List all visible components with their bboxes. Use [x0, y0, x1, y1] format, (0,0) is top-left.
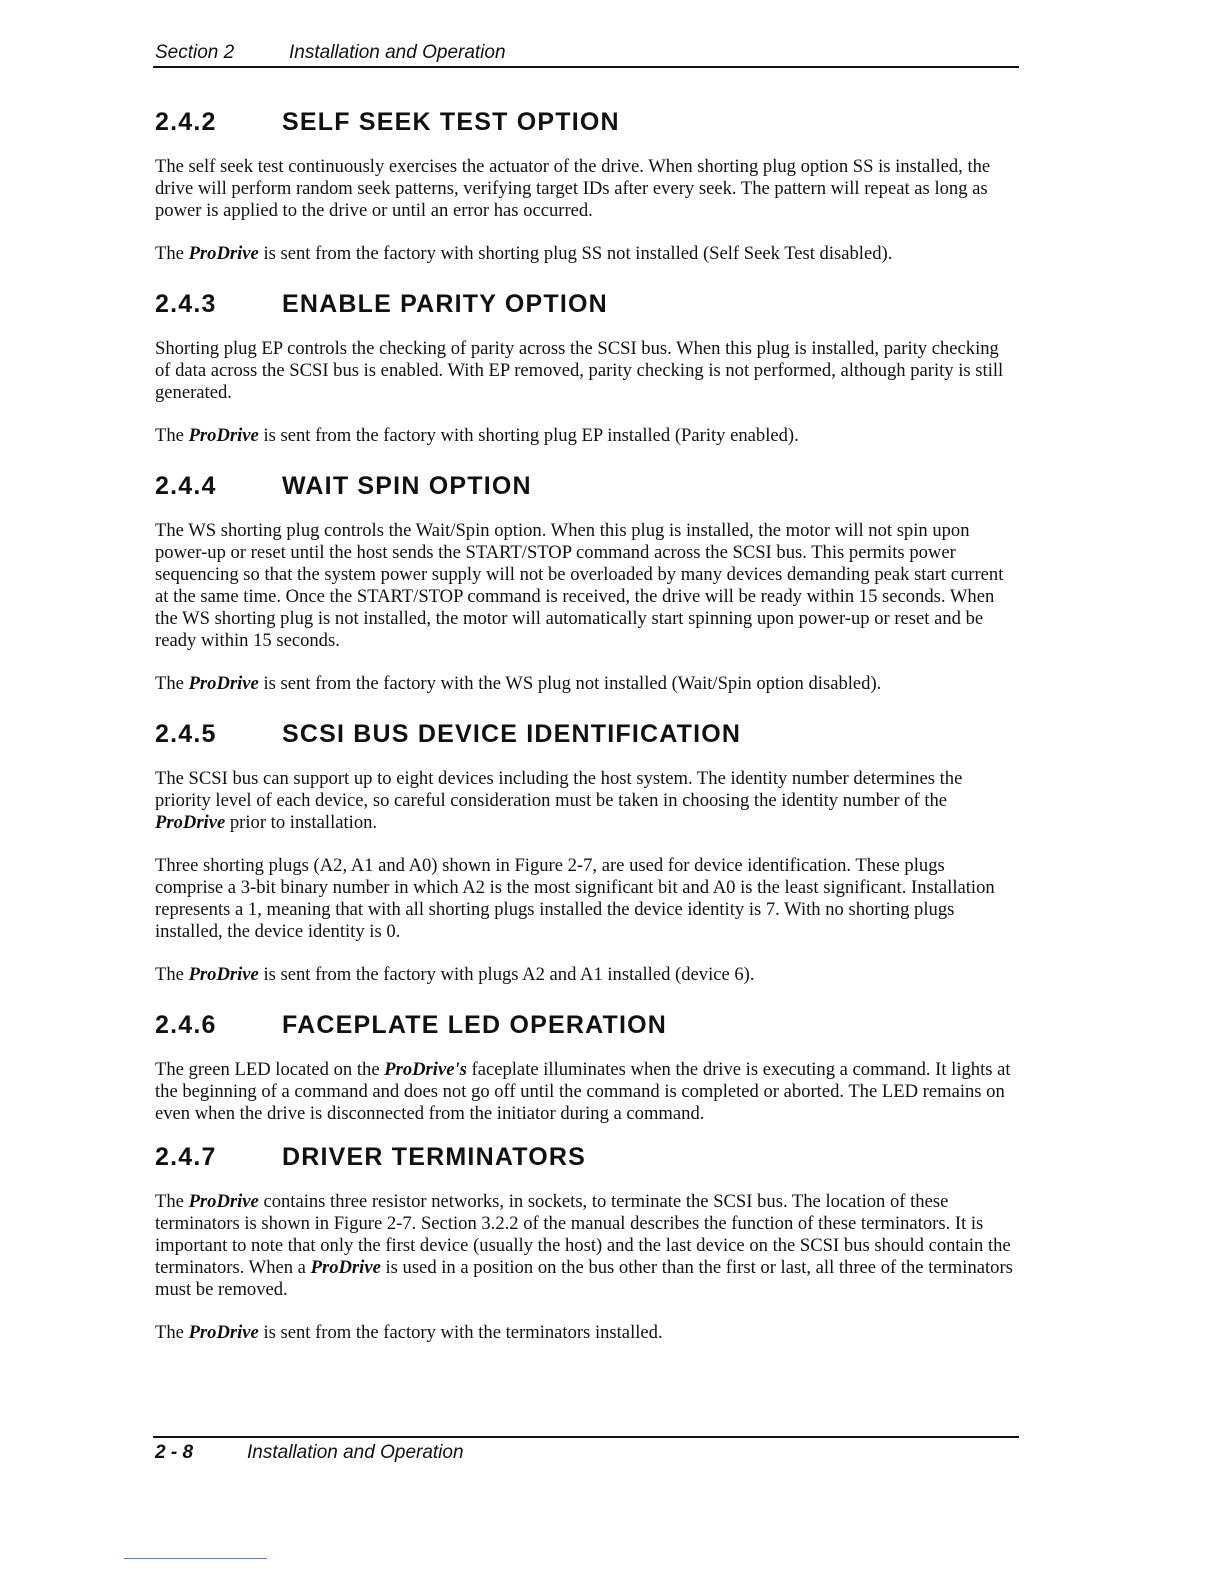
paragraph — [155, 243, 1015, 265]
paragraph: Shorting plug EP controls the checking of parity across the SCSI bus. When this plug is installed, parity checking of data across the SCSI bus is enabled. With EP removed, parity checking is not performed, although parity is still generated. — [155, 338, 1004, 403]
text-run: The green LED located on the — [155, 1059, 385, 1080]
text-run: prior to installation. — [225, 812, 378, 833]
text-run: The — [155, 425, 189, 446]
section-number: 2.4.7 — [155, 1143, 217, 1171]
section-number: 2.4.3 — [155, 290, 217, 318]
brand-name: ProDrive — [188, 1191, 259, 1212]
text-run: The — [155, 1191, 189, 1212]
page-header — [153, 40, 1019, 68]
header-title: Installation and Operation — [289, 42, 506, 63]
brand-name: ProDrive — [188, 964, 259, 985]
brand-name: ProDrive — [310, 1257, 381, 1278]
text-run: The SCSI bus can support up to eight devices including the host system. The identity number determines the priority level of each device, so careful consideration must be taken in choosing the identity number of the — [155, 768, 963, 811]
section-title: WAIT SPIN OPTION — [282, 472, 532, 500]
paragraph — [155, 768, 1015, 834]
page-footer — [153, 1436, 1019, 1463]
paragraph — [155, 425, 1015, 447]
section-2-4-5 — [155, 716, 1015, 986]
section-title: SCSI BUS DEVICE IDENTIFICATION — [282, 720, 742, 748]
text-run: faceplate illuminates when the drive is executing a command. It lights at the beginning of a command and does not go off until the command is completed or aborted. The LED remains on even when the drive is disconnected from the initiator during a command. — [155, 1059, 1011, 1124]
section-heading — [155, 1007, 1015, 1043]
scan-artifact-line — [124, 1558, 267, 1559]
footer-title: Installation and Operation — [247, 1442, 464, 1463]
brand-name: ProDrive — [188, 425, 259, 446]
page-number: 2 - 8 — [155, 1442, 194, 1463]
section-title: SELF SEEK TEST OPTION — [282, 108, 620, 136]
paragraph: The WS shorting plug controls the Wait/Spin option. When this plug is installed, the motor will not spin upon power-up or reset until the host sends the START/STOP command across the SCSI bus. This permits power sequencing so that the system power supply will not be overloaded by many devices demanding peak start current at the same time. Once the START/STOP command is received, the drive will be ready within 15 seconds. When the WS shorting plug is not installed, the motor will automatically start spinning upon power-up or reset and be ready within 15 seconds. — [155, 520, 1004, 651]
brand-name: ProDrive's — [384, 1059, 467, 1080]
text-run: is sent from the factory with shorting plug EP installed (Parity enabled). — [258, 425, 799, 446]
section-number: 2.4.2 — [155, 108, 217, 136]
brand-name: ProDrive — [188, 1322, 259, 1343]
section-2-4-6 — [155, 1007, 1015, 1125]
paragraph — [155, 1059, 1015, 1125]
section-2-4-7 — [155, 1139, 1015, 1344]
paragraph: Three shorting plugs (A2, A1 and A0) shown in Figure 2-7, are used for device identification. These plugs comprise a 3-bit binary number in which A2 is the most significant bit and A0 is the least significant. Installation represents a 1, meaning that with all shorting plugs installed the device identity is 7. With no shorting plugs installed, the device identity is 0. — [155, 855, 995, 942]
section-number: 2.4.4 — [155, 472, 217, 500]
section-heading — [155, 1139, 1015, 1175]
section-heading — [155, 716, 1015, 752]
section-number: 2.4.6 — [155, 1011, 217, 1039]
brand-name: ProDrive — [188, 243, 259, 264]
text-run: The — [155, 1322, 189, 1343]
text-run: The — [155, 673, 189, 694]
brand-name: ProDrive — [188, 673, 259, 694]
section-2-4-3 — [155, 286, 1015, 447]
paragraph — [155, 964, 1015, 986]
section-title: FACEPLATE LED OPERATION — [282, 1011, 668, 1039]
brand-name: ProDrive — [155, 812, 226, 833]
section-title: ENABLE PARITY OPTION — [282, 290, 608, 318]
section-title: DRIVER TERMINATORS — [282, 1143, 587, 1171]
text-run: is used in a position on the bus other than the first or last, all three of the terminators must be removed. — [155, 1257, 1013, 1300]
text-run: is sent from the factory with shorting plug SS not installed (Self Seek Test disabled). — [258, 243, 893, 264]
paragraph — [155, 673, 1015, 695]
section-number: 2.4.5 — [155, 720, 217, 748]
paragraph: The self seek test continuously exercises the actuator of the drive. When shorting plug option SS is installed, the drive will perform random seek patterns, verifying target IDs after every seek. The pattern will repeat as long as power is applied to the drive or until an error has occurred. — [155, 156, 991, 221]
text-run: is sent from the factory with the WS plug not installed (Wait/Spin option disabled). — [258, 673, 882, 694]
paragraph — [155, 1322, 1015, 1344]
text-run: The — [155, 243, 189, 264]
text-run: contains three resistor networks, in sockets, to terminate the SCSI bus. The location of these terminators is shown in Figure 2-7. Section 3.2.2 of the manual describes the function of these terminators. It is important to note that only the first device (usually the host) and the last device on the SCSI bus should contain the terminators. When a — [155, 1191, 1011, 1278]
section-2-4-2 — [155, 104, 1015, 265]
section-heading — [155, 468, 1015, 504]
section-2-4-4 — [155, 468, 1015, 695]
section-heading — [155, 286, 1015, 322]
text-run: is sent from the factory with the terminators installed. — [258, 1322, 663, 1343]
header-section: Section 2 — [155, 42, 235, 63]
section-heading — [155, 104, 1015, 140]
text-run: is sent from the factory with plugs A2 and A1 installed (device 6). — [258, 964, 755, 985]
page-content — [155, 104, 1015, 1365]
paragraph — [155, 1191, 1015, 1301]
text-run: The — [155, 964, 189, 985]
